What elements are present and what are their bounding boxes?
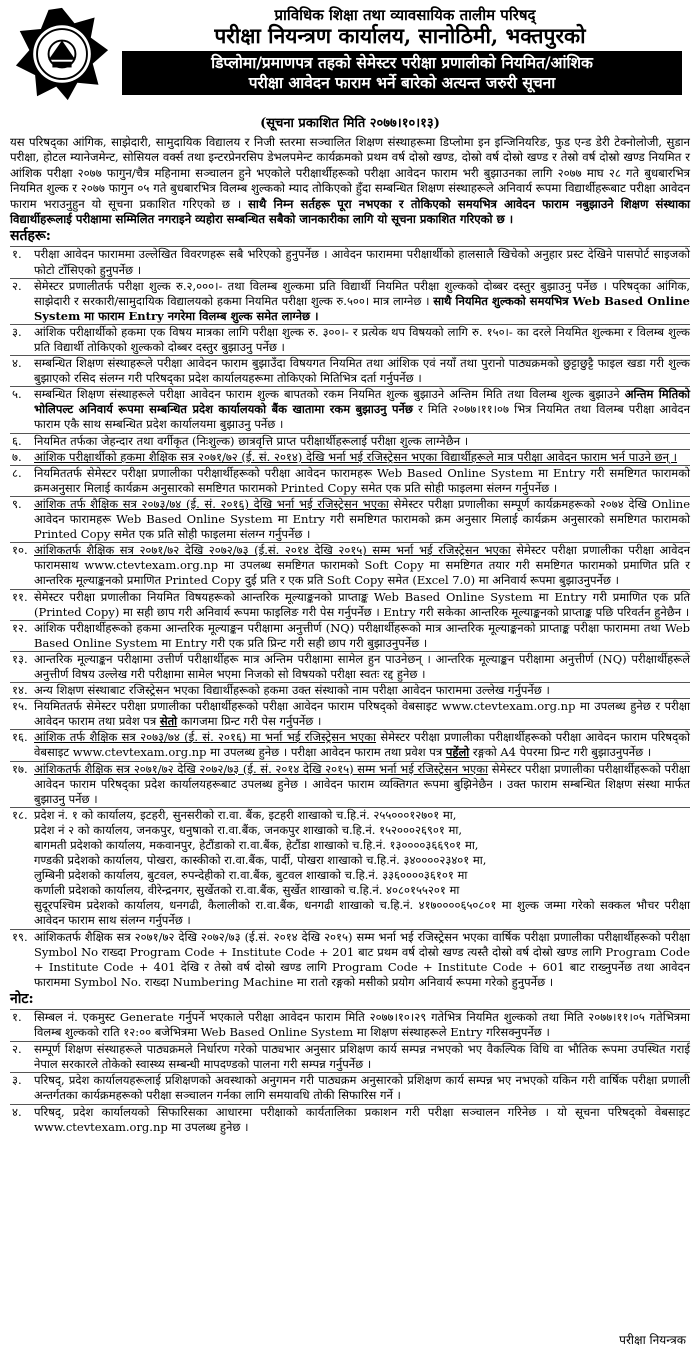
condition-text: सेमेस्टर परीक्षा प्रणालीका परीक्षार्थीहरूको परीक्षा आवेदन फाराम परिषद्का प्रदेश कार्यालयहरूबाट उपलब्ध हुनेछ । आवेदन फाराम व्यक्तिगत रूपमा बुझिनेछैन । उक्त फाराम सम्बन्धित शिक्षण संस्था मार्फत बुझाउनु पर्नेछ । bbox=[34, 761, 690, 806]
intro-main: यस परिषद्का आंगिक, साझेदारी, सामुदायिक विद्यालय र निजी स्तरमा सञ्चालित शिक्षण संस्थाहरूमा डिप्लोमा इन इन्जिनियरिङ, फुड एन्ड डेरी टेक्नोलोजी, सुडान परीक्षा, होटल म्यानेजमेन्ट, सोसियल वर्क्स तथा इन्टरप्रेनरसिप डेभलपमेन्ट कार्यक्रमको प्रथम वर्ष दोस्रो खण्ड, दोस्रो वर्ष दोस्रो खण्ड र तेस्रो वर्ष दोस्रो खण्ड नियमित र आंशिक परीक्षा २०७७ फागुन/चैत्र महिनामा सञ्चालन हुने भएकोले परीक्षार्थीहरूको परीक्षा आवेदन फाराम भरी बुझाउनका लागि २०७७ माघ २८ गते बुधबारभित्र नियमित शुल्क र २०७७ फागुन ०५ गते बुधबारभित्र विलम्ब शुल्कको म्याद तोकिएको हुँदा सम्बन्धित शिक्षण संस्थाहरूले अनिवार्य रूपमा विद्यार्थीहरूबाट परीक्षा आवेदन फाराम भराउनुहुन यो सूचना प्रकाशित गरिएको छ । bbox=[10, 135, 690, 211]
condition-item bbox=[10, 449, 690, 465]
condition-item bbox=[10, 542, 690, 588]
condition-line: प्रदेश नं २ को कार्यालय, जनकपुर, धनुषाको रा.वा.बैंक, जनकपुर शाखाको च.हि.नं. १५२०००२६९०१ मा, bbox=[34, 822, 463, 837]
condition-line: सुदूरपश्चिम प्रदेशको कार्यालय, धनगढी, कैलालीको रा.वा.बैंक, धनगढी शाखाको च.हि.नं. ४१७००००६५०८०१ मा शुल्क जम्मा गरेको सक्कल भौचर परीक्षा आवेदन फाराम साथ संलग्न गर्नुपर्नेछ । bbox=[34, 898, 690, 928]
note-text: परिषद्, प्रदेश कार्यालयको सिफारिसका आधारमा परीक्षाको कार्यतालिका प्रकाशन गरी परीक्षा सञ्चालन गरिनेछ । यो सूचना परिषद्को वेबसाइट www.ctevtexam.org.np मा उपलब्ध हुनेछ । bbox=[34, 1104, 690, 1135]
condition-item bbox=[10, 496, 690, 542]
condition-number: १२. bbox=[12, 620, 28, 635]
intro-bold: साथै निम्न सर्तहरू पूरा नभएका र तोकिएको समयभित्र आवेदन फाराम नबुझाउने शिक्षण संस्थाका विद्यार्थीहरूलाई परीक्षामा सम्मिलित नगराइने व्यहोरा सम्बन्धित सबैको जानकारीका लागि यो सूचना प्रकाशित गरिएको छ । bbox=[10, 196, 690, 227]
condition-underlined: आंशिक तर्फ शैक्षिक सत्र २०७३/७४ (ई. सं. २०१६) देखि भर्ना भई रजिस्ट्रेसन भएका bbox=[34, 496, 389, 511]
condition-text: सम्बन्धित शिक्षण संस्थाहरूले परीक्षा आवेदन फाराम बुझाउँदा विषयगत नियमित तथा आंशिक एवं नयाँ तथा पुरानो पाठ्यक्रमको छुट्टाछुट्टै फाइल खडा गरी शुल्क बुझाएको रसिद संलग्न गरी परिषद्का प्रदेश कार्यालयहरूमा तोकिएको मितिभित्र दर्ता गर्नुपर्नेछ । bbox=[34, 356, 690, 386]
condition-text: आंशिक परीक्षार्थीहरूको हकमा आन्तरिक मूल्याङ्कन परीक्षामा अनुत्तीर्ण (NQ) परीक्षार्थीहरूको मात्र आन्तरिक मूल्याङ्कनको प्राप्ताङ्क परीक्षा फाराममा तथा Web Based Online System मा Entry गरी एक प्रति प्रिन्ट गरी सही छाप गरी बुझाउनुपर्नेछ । bbox=[34, 620, 690, 650]
condition-item bbox=[10, 324, 690, 355]
note-text: सिम्बल नं. एकमुस्ट Generate गर्नुपर्ने भएकाले परीक्षा आवेदन फाराम मिति २०७७।१०।२९ गतेभित्र नियमित शुल्कको तथा मिति २०७७।११।०५ गतेभित्रमा विलम्ब शुल्कको राति १२:०० बजेभित्रमा Web Based Online System मा शिक्षण संस्थाहरूले Entry गरिसक्नुपर्नेछ । bbox=[34, 1009, 690, 1040]
banner-line-2: परीक्षा आवेदन फाराम भर्ने बारेको अत्यन्त जरुरी सूचना bbox=[248, 73, 556, 92]
condition-item bbox=[10, 355, 690, 386]
condition-text: सेमेस्टर प्रणालीतर्फ परीक्षा शुल्क रु.२,०००।- तथा विलम्ब शुल्कमा प्रति विद्यार्थी नियमित परीक्षा शुल्कको दोब्बर दस्तुर बुझाउनु पर्नेछ । परिषद्का आंगिक, साझेदारी र सरकारी/सामुदायिक विद्यालयको हकमा नियमित परीक्षा शुल्क रु.५००। मात्र लाग्नेछ । bbox=[34, 278, 690, 308]
notes-list bbox=[10, 1009, 690, 1135]
condition-item bbox=[10, 729, 690, 760]
conditions-heading: सर्तहरू: bbox=[10, 228, 51, 245]
condition-line: लुम्बिनी प्रदेशको कार्यालय, बुटवल, रुपन्देहीको रा.वा.बैंक, बुटवल शाखाको च.हि.नं. ३३६००००३६१०१ मा bbox=[34, 868, 468, 883]
condition-item bbox=[10, 807, 690, 929]
condition-number: ४. bbox=[12, 356, 22, 371]
condition-number: ९. bbox=[12, 496, 22, 511]
condition-item bbox=[10, 386, 690, 432]
condition-item bbox=[10, 589, 690, 620]
condition-number: ५. bbox=[12, 387, 22, 402]
condition-text: सेमेस्टर परीक्षा प्रणालीका परीक्षार्थीहरूको परीक्षा आवेदन फाराम परिषद्को वेबसाइट www.ctevtexam.org.np मा उपलब्ध हुनेछ । परीक्षा आवेदन फाराम तथा प्रवेश पत्र bbox=[34, 730, 690, 760]
condition-underlined: आंशिकतर्फ शैक्षिक सत्र २०७१/७२ देखि २०७२/७३ (ई.सं. २०१४ देखि २०१५) सम्म भर्ना भई रजिस्ट्रेसन भएका bbox=[34, 543, 511, 558]
condition-number: १५. bbox=[12, 699, 28, 714]
condition-item bbox=[10, 761, 690, 807]
condition-item bbox=[10, 682, 690, 698]
condition-text: सेमेस्टर परीक्षा प्रणालीका परीक्षा आवेदन फारामसाथ www.ctevtexam.org.np मा उपलब्ध समष्टिगत फारामको Soft Copy मा समष्टिगत तयार गरी समष्टिगत फारामको प्रमाणित प्रति र आन्तरिक मूल्याङ्कनको प्रमाणित Printed Copy दुई प्रति र एक प्रति Soft Copy समेत (Excel 7.0) मा अनिवार्य रूपमा बुझाउनुपर्नेछ । bbox=[34, 543, 691, 588]
condition-item bbox=[10, 620, 690, 651]
council-name: प्राविधिक शिक्षा तथा व्यावसायिक तालीम परिषद् bbox=[274, 6, 536, 24]
note-item bbox=[10, 1072, 690, 1104]
condition-text: कागजमा प्रिन्ट गरी पेस गर्नुपर्नेछ । bbox=[180, 714, 322, 729]
condition-number: १७. bbox=[12, 761, 28, 776]
condition-text: सेमेस्टर परीक्षा प्रणालीका नियमित विषयहरूको आन्तरिक मूल्याङ्कनको प्राप्ताङ्क Web Based Online System मा Entry गरी प्रमाणित एक प्रति (Printed Copy) मा सही छाप गरी अनिवार्य रूपमा फाइलिङ गरी पेस गर्नुपर्नेछ । Entry गरी सकेका आन्तरिक मूल्याङ्कनको प्राप्ताङ्क पछि परिवर्तन हुनेछैन । bbox=[34, 589, 690, 619]
condition-line: गण्डकी प्रदेशको कार्यालय, पोखरा, कास्कीको रा.वा.बैंक, पार्दी, पोखरा शाखाको च.हि.नं. ३४००००२३४०१ मा, bbox=[34, 853, 487, 868]
condition-number: २. bbox=[12, 278, 22, 293]
condition-text: आन्तरिक मूल्याङ्कन परीक्षामा उत्तीर्ण परीक्षार्थीहरू मात्र अन्तिम परीक्षामा सामेल हुन पाउनेछन् । आन्तरिक मूल्याङ्कन परीक्षामा अनुत्तीर्ण (NQ) परीक्षार्थीहरूले अनुत्तीर्ण विषय उल्लेख गरी परीक्षामा सामेल भएमा निजको सो विषयको परीक्षा स्वतः रद्द हुनेछ । bbox=[34, 651, 690, 681]
condition-text: नियमिततर्फ सेमेस्टर परीक्षा प्रणालीका परीक्षार्थीहरूको परीक्षा आवेदन फारामहरू Web Based Online System मा Entry गरी समष्टिगत फारामको क्रमअनुसार मिलाई कार्यक्रम अनुसारको समष्टिगत फारामको Printed Copy समेत एक प्रति सोही फाइलमा संलग्न गर्नुपर्नेछ । bbox=[34, 465, 690, 495]
condition-number: ८. bbox=[12, 465, 22, 480]
condition-item bbox=[10, 651, 690, 682]
condition-item bbox=[10, 278, 690, 324]
condition-number: १९. bbox=[12, 929, 28, 944]
note-item bbox=[10, 1041, 690, 1073]
condition-line: कर्णाली प्रदेशको कार्यालय, वीरेन्द्रनगर, सुर्खेतको रा.वा.बैंक, सुर्खेत शाखाको च.हि.नं. ४०८०१५५२०१ मा bbox=[34, 883, 460, 898]
condition-number: ११. bbox=[12, 589, 28, 604]
condition-emphasis: पहेंलो bbox=[445, 745, 470, 760]
note-item bbox=[10, 1104, 690, 1136]
condition-number: १८. bbox=[12, 807, 28, 822]
signature: परीक्षा नियन्त्रक bbox=[619, 1333, 686, 1347]
condition-text: नियमित तर्फका जेहन्दार तथा वर्गीकृत (निःशुल्क) छात्रवृत्ति प्राप्त परीक्षार्थीहरूलाई परीक्षा शुल्क लाग्नेछैन । bbox=[34, 433, 469, 448]
note-number: ४. bbox=[12, 1104, 22, 1119]
condition-item bbox=[10, 465, 690, 496]
condition-item bbox=[10, 698, 690, 729]
condition-number: १. bbox=[12, 247, 22, 262]
condition-text: रङ्गको A4 पेपरमा प्रिन्ट गरी बुझाउनुपर्नेछ । bbox=[472, 745, 652, 760]
condition-text: सम्बन्धित शिक्षण संस्थाहरूले परीक्षा आवेदन फाराम शुल्क बापतको रकम नियमित शुल्क बुझाउने अन्तिम मिति तथा विलम्ब शुल्क बुझाउने bbox=[34, 387, 620, 402]
condition-underlined: आंशिक तर्फ शैक्षिक सत्र २०७३/७४ (ई. सं. २०१६) मा भर्ना भई रजिस्ट्रेसन भएका bbox=[34, 730, 377, 745]
condition-emphasis: सेतो bbox=[159, 714, 178, 729]
condition-text: सेमेस्टर परीक्षा प्रणालीका सम्पूर्ण कार्यक्रमहरूको २०७४ देखि Online आवेदन फारामहरू Web Based Online System मा Entry गरी समष्टिगत फारामको क्रम अनुसार मिलाई कार्यक्रम अनुसारको समष्टिगत फारामको Printed Copy समेत एक प्रति सोही फाइलमा संलग्न गर्नुपर्नेछ । bbox=[34, 496, 691, 542]
note-number: १. bbox=[12, 1009, 22, 1024]
note-text: परिषद्, प्रदेश कार्यालयहरूलाई प्रशिक्षणको अवस्थाको अनुगमन गरी पाठ्यक्रम अनुसारको प्रशिक्षण कार्य सम्पन्न भए नभएको यकिन गरी वार्षिक परीक्षा प्रणाली अन्तर्गतका कार्यक्रमहरूको परीक्षा सञ्चालन गर्नका लागि समयावधि तोकी सिफारिस गर्ने । bbox=[34, 1073, 690, 1103]
condition-item bbox=[10, 929, 690, 990]
condition-number: १०. bbox=[12, 543, 28, 558]
condition-number: १६. bbox=[12, 730, 28, 745]
condition-number: ३. bbox=[12, 324, 22, 339]
condition-number: १४. bbox=[12, 683, 28, 698]
note-number: ३. bbox=[12, 1073, 22, 1088]
condition-text: नियमिततर्फ सेमेस्टर परीक्षा प्रणालीका परीक्षार्थीहरूको परीक्षा आवेदन फाराम परिषद्को वेबसाइट www.ctevtexam.org.np मा उपलब्ध हुनेछ र परीक्षा आवेदन फाराम तथा प्रवेश पत्र bbox=[34, 699, 690, 729]
ctevt-emblem-icon bbox=[14, 6, 110, 102]
condition-underlined: आंशिक परीक्षार्थीको हकमा शैक्षिक सत्र २०७१/७२ (ई. सं. २०१४) देखि भर्ना भई रजिस्ट्रेसन भएका विद्यार्थीहरूले मात्र परीक्षा आवेदन फाराम भर्न पाउने छन् । bbox=[34, 449, 678, 464]
banner-line-1: डिप्लोमा/प्रमाणपत्र तहको सेमेस्टर परीक्षा प्रणालीको नियमित/आंशिक bbox=[211, 53, 593, 72]
publish-date: (सूचना प्रकाशित मिति २०७७।१०।१३) bbox=[260, 116, 440, 131]
condition-line: प्रदेश नं. १ को कार्यालय, इटहरी, सुनसरीको रा.वा. बैंक, इटहरी शाखाको च.हि.नं. २५५०००१२७०१ मा, bbox=[34, 807, 457, 822]
condition-text: आंशिक परीक्षार्थीको हकमा एक विषय मात्रका लागि परीक्षा शुल्क रु. ३००।- र प्रत्येक थप विषयको लागि रु. १५०।- का दरले नियमित शुल्कमा र विलम्ब शुल्क प्रति विद्यार्थी तोकिएको शुल्कको दोब्बर दस्तुर बुझाउनु पर्नेछ । bbox=[34, 324, 690, 354]
note-number: २. bbox=[12, 1041, 22, 1056]
condition-item bbox=[10, 246, 690, 277]
condition-underlined: आंशिकतर्फ शैक्षिक सत्र २०७१/७२ देखि २०७२/७३ (ई. सं. २०१४ देखि २०१५) सम्म भर्ना भई रजिस्ट्रेसन भएका bbox=[34, 761, 489, 776]
condition-bold: साथै नियमित शुल्कको समयभित्र Web Based Online System मा फाराम Entry नगरेमा विलम्ब शुल्क समेत लाग्नेछ । bbox=[34, 293, 690, 323]
condition-number: ७. bbox=[12, 449, 22, 464]
note-text: सम्पूर्ण शिक्षण संस्थाहरूले पाठ्यक्रमले निर्धारण गरेको पाठ्यभार अनुसार प्रशिक्षण कार्य सम्पन्न नभएको भए वैकल्पिक विधि वा भौतिक रूपमा उपस्थित गराई नेपाल सरकारले तोकेको स्वास्थ्य सम्बन्धी मापदण्डको पालना गरी सम्पन्न गर्नुपर्नेछ । bbox=[34, 1041, 690, 1071]
condition-number: ६. bbox=[12, 433, 22, 448]
notes-heading: नोट: bbox=[10, 990, 34, 1007]
condition-bold: अन्तिम मितिको भोलिपल्ट अनिवार्य रूपमा सम्बन्धित प्रदेश कार्यालयको बैंक खातामा रकम बुझाउनु पर्नेछ bbox=[34, 387, 691, 417]
notice-title-banner bbox=[122, 51, 682, 95]
office-name: परीक्षा नियन्त्रण कार्यालय, सानोठिमी, भक्तपुरको bbox=[214, 23, 586, 48]
condition-text: आंशिकतर्फ शैक्षिक सत्र २०७१/७२ देखि २०७२/७३ (ई.सं. २०१४ देखि २०१५) सम्म भर्ना भई रजिस्ट्रेसन भएका वार्षिक परीक्षा प्रणालीका परीक्षार्थीहरूको परीक्षा Symbol No राख्दा Program Code + Institute Code + 201 बाट प्रथम वर्ष दोस्रो खण्ड त्यस्तै दोस्रो वर्ष दोस्रो खण्ड लागि Program Code + Institute Code + 401 देखि र तेस्रो वर्ष दोस्रो खण्ड लागि Program Code + Institute Code + 601 बाट राख्नुपर्नेछ तथा आवेदन फाराममा Symbol No. राख्दा Numbering Machine मा रातो रङ्गको मसीको प्रयोग अनिवार्य रूपमा गरेको हुनुपर्नेछ । bbox=[34, 929, 690, 989]
notice-header bbox=[10, 4, 690, 116]
condition-item bbox=[10, 433, 690, 449]
note-item bbox=[10, 1009, 690, 1041]
conditions-list bbox=[10, 246, 690, 990]
condition-text: र मिति २०७७।११।०७ भित्र नियमित तथा विलम्ब परीक्षा आवेदन फाराम एकै साथ सम्बन्धित प्रदेश कार्यालयमा बुझाउनु पर्नेछ । bbox=[34, 402, 690, 432]
condition-number: १३. bbox=[12, 651, 28, 666]
intro-paragraph bbox=[10, 135, 690, 227]
condition-text: परीक्षा आवेदन फाराममा उल्लेखित विवरणहरू सबै भरिएको हुनुपर्नेछ । आवेदन फाराममा परीक्षार्थीको हालसालै खिचेको अनुहार प्रस्ट देखिने पासपोर्ट साइजको फोटो टाँसिएको हुनुपर्नेछ । bbox=[34, 247, 690, 277]
condition-text: अन्य शिक्षण संस्थाबाट रजिस्ट्रेसन भएका विद्यार्थीहरूको हकमा उक्त संस्थाको नाम परीक्षा आवेदन फाराममा उल्लेख गर्नुपर्नेछ । bbox=[34, 683, 550, 698]
condition-line: बागमती प्रदेशको कार्यालय, मकवानपुर, हेटौंडाको रा.वा.बैंक, हेटौंडा शाखाको च.हि.नं. १३००००३६६९०१ मा, bbox=[34, 838, 479, 852]
